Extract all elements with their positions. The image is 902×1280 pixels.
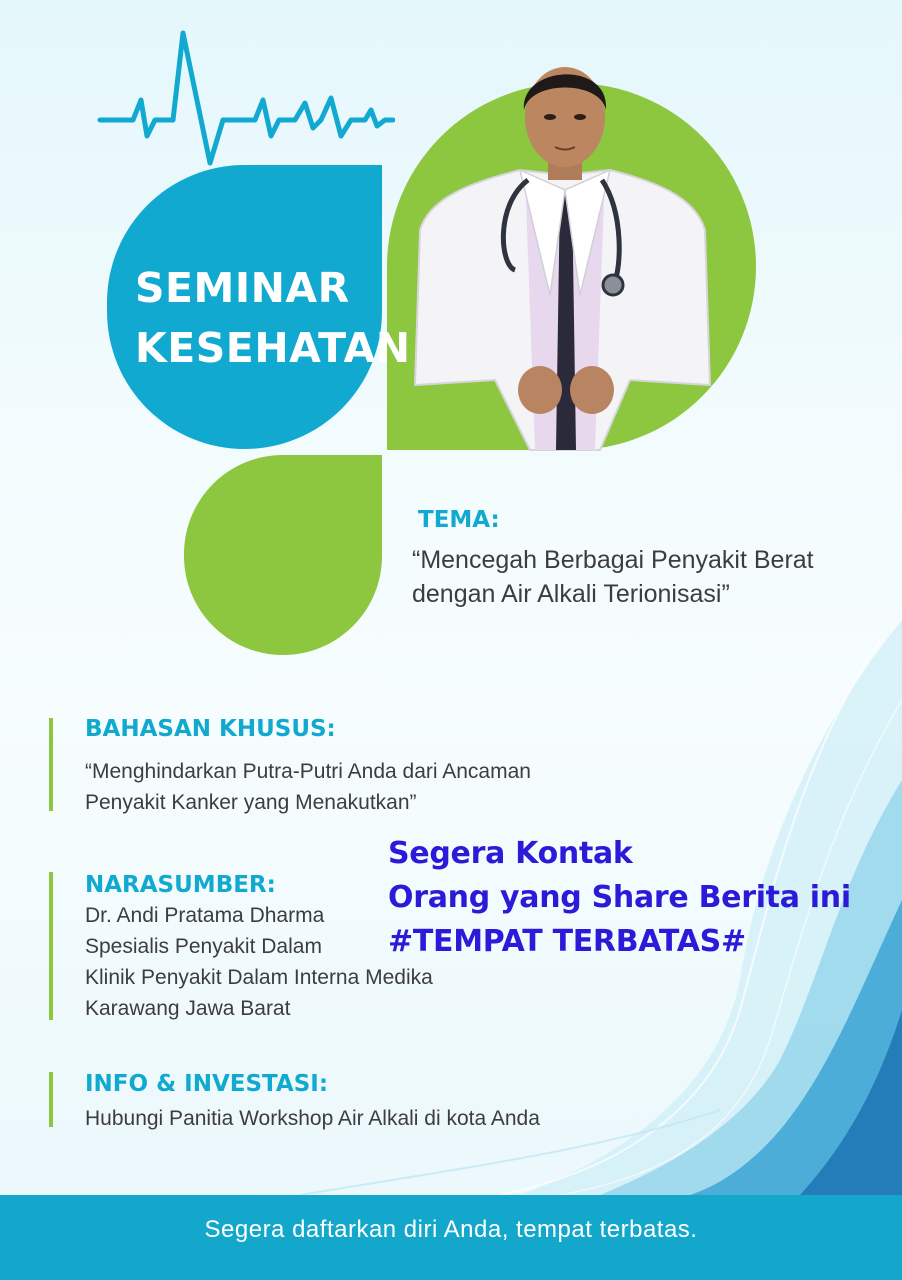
tema-label: TEMA: — [418, 507, 500, 533]
narasumber-name: Dr. Andi Pratama Dharma — [85, 904, 325, 927]
section-bar — [49, 1072, 53, 1127]
narasumber-label: NARASUMBER: — [85, 872, 276, 898]
heartbeat-icon — [95, 28, 395, 173]
promo-line-1: Segera Kontak — [388, 836, 633, 871]
promo-line-2: Orang yang Share Berita ini — [388, 880, 851, 915]
title-line-1: SEMINAR — [135, 264, 350, 312]
bahasan-line-1: “Menghindarkan Putra-Putri Anda dari Ancaman — [85, 760, 531, 783]
footer-text: Segera daftarkan diri Anda, tempat terbatas. — [204, 1216, 698, 1243]
title-line-2: KESEHATAN — [135, 324, 411, 372]
narasumber-clinic: Klinik Penyakit Dalam Interna Medika — [85, 966, 433, 989]
promo-line-3: #TEMPAT TERBATAS# — [388, 924, 746, 959]
narasumber-specialty: Spesialis Penyakit Dalam — [85, 935, 322, 958]
info-label: INFO & INVESTASI: — [85, 1071, 329, 1097]
narasumber-location: Karawang Jawa Barat — [85, 997, 291, 1020]
info-line: Hubungi Panitia Workshop Air Alkali di kota Anda — [85, 1107, 540, 1130]
section-bar — [49, 718, 53, 811]
bahasan-line-2: Penyakit Kanker yang Menakutkan” — [85, 791, 417, 814]
section-bar — [49, 872, 53, 1020]
bahasan-label: BAHASAN KHUSUS: — [85, 716, 336, 742]
doctor-photo — [400, 55, 720, 455]
green-blob-small — [184, 455, 382, 655]
tema-line-2: dengan Air Alkali Terionisasi” — [412, 580, 730, 608]
tema-line-1: “Mencegah Berbagai Penyakit Berat — [412, 546, 814, 574]
